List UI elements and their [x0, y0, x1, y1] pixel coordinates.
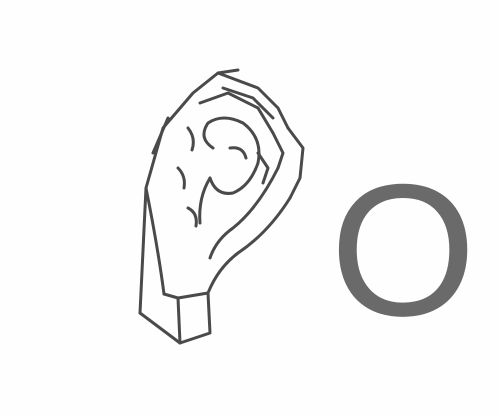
asl-o-handshape-icon [118, 58, 318, 348]
letter-o: O [330, 145, 477, 355]
